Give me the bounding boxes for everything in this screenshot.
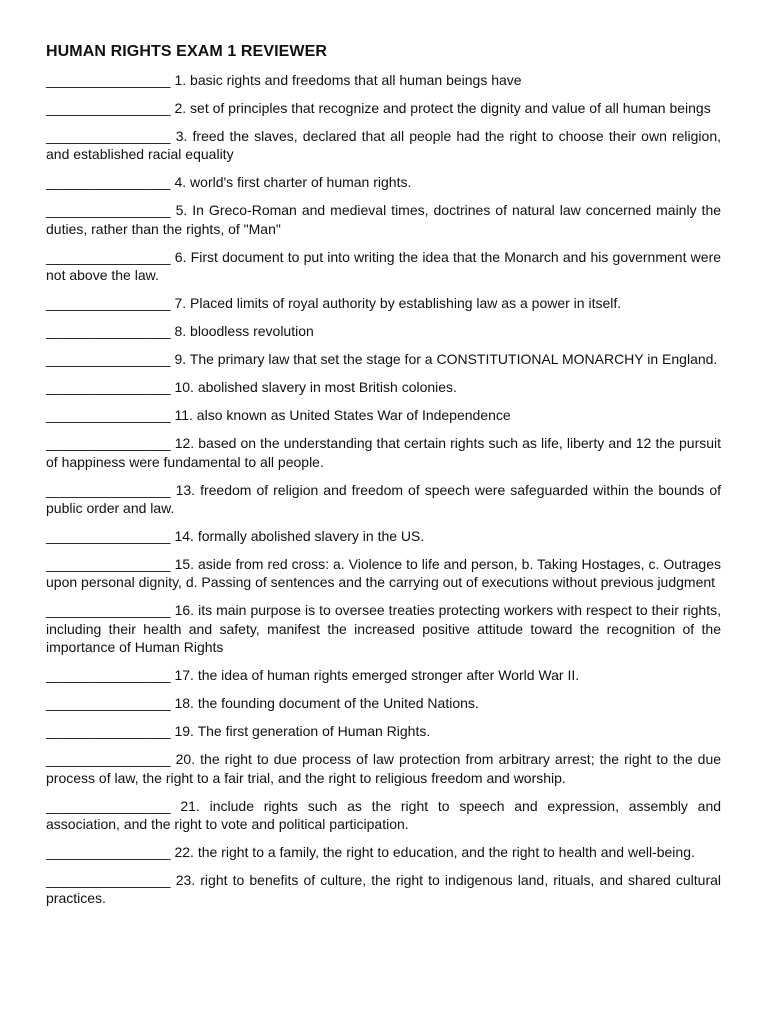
answer-blank[interactable]: ________________: [46, 751, 171, 768]
answer-blank[interactable]: ________________: [46, 556, 171, 573]
question-text: bloodless revolution: [190, 323, 314, 340]
question-text: the founding document of the United Nations.: [197, 695, 479, 712]
answer-blank[interactable]: ________________: [46, 379, 171, 396]
question-item: [46, 601, 721, 656]
question-number: 8.: [174, 323, 187, 340]
answer-blank[interactable]: ________________: [46, 528, 171, 545]
question-text: also known as United States War of Independence: [196, 407, 511, 424]
question-number: 3.: [175, 128, 188, 144]
answer-blank[interactable]: ________________: [46, 844, 171, 861]
question-number: 1.: [174, 72, 187, 88]
question-list: [46, 71, 721, 908]
question-number: 13.: [175, 481, 196, 498]
question-item: [46, 99, 721, 117]
question-number: 23.: [175, 872, 196, 889]
question-number: 15.: [174, 556, 195, 573]
question-text: formally abolished slavery in the US.: [197, 528, 425, 545]
answer-blank[interactable]: ________________: [46, 174, 171, 191]
question-number: 6.: [174, 248, 187, 265]
question-text: its main purpose is to oversee treaties protecting workers with respect to their rights, including their health and safety, manifest the increased positive attitude toward the recognition of the importance of Human Rights: [46, 602, 721, 656]
question-item: [46, 294, 721, 312]
question-item: [46, 871, 721, 908]
question-text: In Greco-Roman and medieval times, doctrines of natural law concerned mainly the duties, rather than the rights, of "Man": [46, 202, 722, 237]
question-text: basic rights and freedoms that all human beings have: [190, 72, 522, 88]
question-item: [46, 555, 721, 592]
question-item: [46, 322, 721, 340]
answer-blank[interactable]: ________________: [46, 128, 171, 144]
question-item: [46, 694, 721, 712]
answer-blank[interactable]: ________________: [46, 481, 171, 498]
question-item: [46, 722, 721, 740]
question-item: [46, 406, 721, 424]
question-text: freedom of religion and freedom of speech were safeguarded within the bounds of public order and law.: [46, 481, 721, 517]
question-number: 7.: [174, 295, 187, 312]
answer-blank[interactable]: ________________: [46, 351, 171, 368]
answer-blank[interactable]: ________________: [46, 797, 171, 814]
question-item: [46, 71, 721, 89]
answer-blank[interactable]: ________________: [46, 407, 171, 424]
question-item: [46, 434, 721, 471]
question-item: [46, 797, 721, 834]
answer-blank[interactable]: ________________: [46, 72, 171, 88]
answer-blank[interactable]: ________________: [46, 872, 171, 889]
question-item: [46, 666, 721, 684]
question-text: include rights such as the right to speech and expression, assembly and association, and the right to vote and political participation.: [46, 797, 722, 833]
question-item: [46, 378, 721, 396]
question-number: 9.: [174, 351, 187, 368]
answer-blank[interactable]: ________________: [46, 295, 171, 312]
question-text: set of principles that recognize and protect the dignity and value of all human beings: [190, 100, 711, 116]
question-number: 21.: [180, 797, 200, 814]
answer-blank[interactable]: ________________: [46, 723, 171, 740]
answer-blank[interactable]: ________________: [46, 100, 171, 116]
question-number: 18.: [174, 695, 194, 712]
question-number: 4.: [174, 174, 187, 191]
question-text: the idea of human rights emerged stronger after World War II.: [197, 667, 580, 684]
question-item: [46, 481, 721, 518]
answer-blank[interactable]: ________________: [46, 667, 171, 684]
question-number: 2.: [174, 100, 187, 116]
question-item: [46, 127, 721, 164]
question-item: [46, 350, 721, 368]
question-number: 14.: [174, 528, 194, 545]
question-number: 5.: [175, 202, 188, 219]
answer-blank[interactable]: ________________: [46, 435, 171, 452]
question-number: 10.: [174, 379, 194, 396]
question-item: [46, 750, 721, 787]
question-number: 19.: [174, 723, 194, 740]
question-text: world's first charter of human rights.: [190, 174, 412, 191]
question-number: 11.: [174, 407, 193, 424]
question-text: the right to due process of law protection from arbitrary arrest; the right to the due process of law, the right to a fair trial, and the right to religious freedom and worship.: [46, 751, 722, 786]
answer-blank[interactable]: ________________: [46, 323, 171, 340]
question-number: 22.: [174, 844, 194, 861]
question-text: right to benefits of culture, the right to indigenous land, rituals, and shared cultural practices.: [46, 872, 722, 907]
question-text: The primary law that set the stage for a CONSTITUTIONAL MONARCHY in England.: [189, 351, 718, 368]
question-text: aside from red cross: a. Violence to life and person, b. Taking Hostages, c. Outrages upon personal dignity, d. Passing of sentences and the carrying out of executions without previous judgment: [46, 556, 721, 591]
question-number: 16.: [174, 602, 195, 619]
question-number: 20.: [175, 751, 196, 768]
question-item: [46, 527, 721, 545]
question-item: [46, 248, 721, 285]
answer-blank[interactable]: ________________: [46, 202, 171, 219]
question-number: 17.: [174, 667, 194, 684]
answer-blank[interactable]: ________________: [46, 248, 171, 265]
question-text: Placed limits of royal authority by establishing law as a power in itself.: [190, 295, 622, 312]
document-title: HUMAN RIGHTS EXAM 1 REVIEWER: [46, 43, 328, 60]
question-text: The first generation of Human Rights.: [197, 723, 431, 740]
question-text: freed the slaves, declared that all people had the right to choose their own religion, and established racial equality: [46, 128, 722, 163]
question-text: abolished slavery in most British colonies.: [197, 379, 457, 396]
question-text: based on the understanding that certain rights such as life, liberty and 12 the pursuit of happiness were fundamental to all people.: [46, 435, 722, 470]
question-number: 12.: [174, 435, 195, 452]
question-item: [46, 201, 721, 238]
answer-blank[interactable]: ________________: [46, 602, 171, 619]
answer-blank[interactable]: ________________: [46, 695, 171, 712]
question-text: First document to put into writing the idea that the Monarch and his government were not above the law.: [46, 248, 722, 284]
question-text: the right to a family, the right to education, and the right to health and well-being.: [197, 844, 695, 861]
question-item: [46, 843, 721, 861]
question-item: [46, 173, 721, 191]
